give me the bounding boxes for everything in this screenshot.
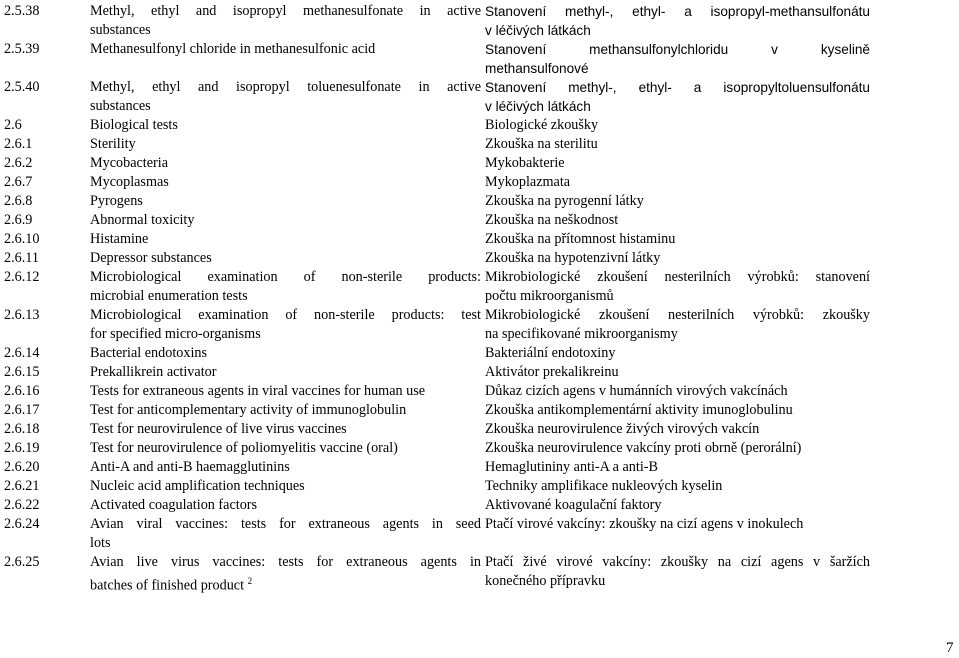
table-row	[2, 2, 872, 40]
czech-title-line: Mikrobiologické zkoušení nesterilních výrobků: stanovení	[485, 269, 870, 285]
czech-title	[483, 230, 872, 249]
table-row	[2, 420, 872, 439]
czech-title-line: v léčivých látkách	[485, 23, 591, 38]
english-title-line: Avian viral vaccines: tests for extraneous agents in seed	[90, 516, 481, 532]
english-title	[88, 477, 483, 496]
czech-title	[483, 458, 872, 477]
english-title-line: Bacterial endotoxins	[90, 345, 208, 361]
table-row	[2, 515, 872, 553]
english-title	[88, 211, 483, 230]
english-title-line: substances	[90, 98, 151, 114]
czech-title-line: Zkouška na neškodnost	[485, 212, 619, 228]
english-title	[88, 344, 483, 363]
english-title	[88, 268, 483, 306]
czech-title	[483, 268, 872, 306]
english-title	[88, 230, 483, 249]
czech-title	[483, 477, 872, 496]
english-title	[88, 382, 483, 401]
english-title	[88, 363, 483, 382]
czech-title	[483, 401, 872, 420]
english-title	[88, 401, 483, 420]
english-title-line: Test for neurovirulence of live virus vaccines	[90, 421, 347, 437]
czech-title-line: Zkouška antikomplementární aktivity imunoglobulinu	[485, 402, 793, 418]
english-title-line: Test for neurovirulence of poliomyelitis vaccine (oral)	[90, 440, 398, 456]
section-number: 2.5.38	[4, 3, 40, 19]
table-row	[2, 382, 872, 401]
czech-title	[483, 40, 872, 78]
english-title	[88, 553, 483, 596]
english-title-line: lots	[90, 535, 111, 551]
table-row	[2, 344, 872, 363]
czech-title	[483, 553, 872, 596]
english-title	[88, 420, 483, 439]
czech-title	[483, 211, 872, 230]
table-row	[2, 192, 872, 211]
czech-title-line: Mikrobiologické zkoušení nesterilních výrobků: zkoušky	[485, 307, 870, 323]
czech-title-line: Důkaz cizích agens v humánních virových vakcínách	[485, 383, 788, 399]
english-title	[88, 306, 483, 344]
english-title-line: for specified micro-organisms	[90, 326, 261, 342]
czech-title-line: počtu mikroorganismů	[485, 288, 614, 304]
table-row	[2, 439, 872, 458]
table-row	[2, 477, 872, 496]
czech-title	[483, 363, 872, 382]
english-title-line: Microbiological examination of non-sterile products: test	[90, 307, 481, 323]
section-number: 2.6.9	[4, 212, 33, 228]
english-title	[88, 2, 483, 40]
page-number: 7	[946, 640, 954, 656]
section-number: 2.6.2	[4, 155, 33, 171]
czech-title-line: Aktivované koagulační faktory	[485, 497, 662, 513]
english-title-line: Methyl, ethyl and isopropyl methanesulfonate in active	[90, 3, 481, 19]
table-row	[2, 268, 872, 306]
table-row	[2, 249, 872, 268]
section-number: 2.6.1	[4, 136, 33, 152]
english-title	[88, 116, 483, 135]
section-number: 2.6.10	[4, 231, 40, 247]
czech-title-line: na specifikované mikroorganismy	[485, 326, 678, 342]
english-title	[88, 249, 483, 268]
english-title-line: Histamine	[90, 231, 149, 247]
czech-title-line: Zkouška na sterilitu	[485, 136, 598, 152]
table-row	[2, 173, 872, 192]
english-title-line: substances	[90, 22, 151, 38]
english-title	[88, 40, 483, 78]
table-row	[2, 154, 872, 173]
czech-title-line: Biologické zkoušky	[485, 117, 599, 133]
table-row	[2, 230, 872, 249]
czech-title	[483, 249, 872, 268]
english-title-line: Microbiological examination of non-sterile products:	[90, 269, 481, 285]
czech-title	[483, 382, 872, 401]
czech-title-line: Aktivátor prekalikreinu	[485, 364, 619, 380]
english-title-line: Depressor substances	[90, 250, 212, 266]
czech-title	[483, 173, 872, 192]
english-title	[88, 496, 483, 515]
english-title	[88, 154, 483, 173]
section-number: 2.5.40	[4, 79, 40, 95]
table-row	[2, 78, 872, 116]
czech-title-line: Mykobakterie	[485, 155, 565, 171]
english-title-line: Anti-A and anti-B haemagglutinins	[90, 459, 290, 475]
table-row	[2, 211, 872, 230]
table-row	[2, 306, 872, 344]
english-title	[88, 192, 483, 211]
english-title-line: Test for anticomplementary activity of immunoglobulin	[90, 402, 407, 418]
section-number: 2.6.15	[4, 364, 40, 380]
table-row	[2, 553, 872, 596]
english-title	[88, 135, 483, 154]
english-title-line: Activated coagulation factors	[90, 497, 258, 513]
czech-title	[483, 496, 872, 515]
section-number: 2.6.7	[4, 174, 33, 190]
english-title-line: microbial enumeration tests	[90, 288, 248, 304]
czech-title-line: methansulfonové	[485, 61, 589, 76]
english-title	[88, 458, 483, 477]
translation-table	[2, 2, 872, 596]
czech-title	[483, 344, 872, 363]
english-title-line: Mycoplasmas	[90, 174, 169, 190]
czech-title-line: Zkouška neurovirulence živých virových vakcín	[485, 421, 760, 437]
english-title-line: Mycobacteria	[90, 155, 168, 171]
section-number: 2.6.18	[4, 421, 40, 437]
section-number: 2.6.20	[4, 459, 40, 475]
section-number: 2.6.12	[4, 269, 40, 285]
czech-title-line: Ptačí živé virové vakcíny: zkoušky na cizí agens v šaržích	[485, 554, 870, 570]
section-number: 2.6.25	[4, 554, 40, 570]
section-number: 2.6.17	[4, 402, 40, 418]
czech-title-line: Zkouška neurovirulence vakcíny proti obrně (perorální)	[485, 440, 802, 456]
czech-title	[483, 420, 872, 439]
english-title	[88, 515, 483, 553]
english-title-line: batches of finished product $^2$	[90, 576, 253, 594]
section-number: 2.6.24	[4, 516, 40, 532]
english-title	[88, 439, 483, 458]
section-number: 2.6.19	[4, 440, 40, 456]
section-number: 2.6.16	[4, 383, 40, 399]
czech-title-line: Zkouška na hypotenzivní látky	[485, 250, 661, 266]
section-number: 2.6.21	[4, 478, 40, 494]
czech-title	[483, 135, 872, 154]
table-row	[2, 363, 872, 382]
czech-title	[483, 116, 872, 135]
section-number: 2.6.13	[4, 307, 40, 323]
english-title-line: Prekallikrein activator	[90, 364, 217, 380]
czech-title-line: Stanovení methyl-, ethyl- a isopropyltoluensulfonátu	[485, 80, 870, 95]
section-number: 2.6.8	[4, 193, 33, 209]
czech-title	[483, 439, 872, 458]
table-row	[2, 401, 872, 420]
section-number: 2.6	[4, 117, 22, 133]
czech-title-line: Zkouška na pyrogenní látky	[485, 193, 644, 209]
english-title-line: Sterility	[90, 136, 136, 152]
czech-title	[483, 78, 872, 116]
czech-title-line: Zkouška na přítomnost histaminu	[485, 231, 676, 247]
czech-title-line: Stanovení methansulfonylchloridu v kyselině	[485, 42, 870, 57]
table-body	[2, 2, 872, 596]
english-title-line: Methanesulfonyl chloride in methanesulfonic acid	[90, 41, 376, 57]
czech-title-line: konečného přípravku	[485, 573, 606, 589]
table-row	[2, 458, 872, 477]
english-title	[88, 78, 483, 116]
table-row	[2, 135, 872, 154]
table-row	[2, 116, 872, 135]
table-row	[2, 496, 872, 515]
czech-title	[483, 2, 872, 40]
czech-title-line: Bakteriální endotoxiny	[485, 345, 616, 361]
czech-title	[483, 515, 872, 553]
english-title-line: Pyrogens	[90, 193, 143, 209]
english-title-line: Nucleic acid amplification techniques	[90, 478, 305, 494]
english-title-line: Avian live virus vaccines: tests for extraneous agents in	[90, 554, 481, 570]
english-title-line: Abnormal toxicity	[90, 212, 195, 228]
czech-title-line: Ptačí virové vakcíny: zkoušky na cizí agens v inokulech	[485, 516, 804, 532]
english-title	[88, 173, 483, 192]
section-number: 2.6.14	[4, 345, 40, 361]
czech-title-line: Stanovení methyl-, ethyl- a isopropyl-methansulfonátu	[485, 4, 870, 19]
czech-title-line: v léčivých látkách	[485, 99, 591, 114]
czech-title	[483, 306, 872, 344]
section-number: 2.6.11	[4, 250, 39, 266]
english-title-line: Tests for extraneous agents in viral vaccines for human use	[90, 383, 426, 399]
english-title-line: Biological tests	[90, 117, 178, 133]
footnote-marker: 2	[247, 576, 253, 586]
czech-title-line: Hemaglutininy anti-A a anti-B	[485, 459, 658, 475]
czech-title	[483, 154, 872, 173]
english-title-line: Methyl, ethyl and isopropyl toluenesulfonate in active	[90, 79, 481, 95]
czech-title-line: Techniky amplifikace nukleových kyselin	[485, 478, 723, 494]
table-row	[2, 40, 872, 78]
section-number: 2.5.39	[4, 41, 40, 57]
section-number: 2.6.22	[4, 497, 40, 513]
czech-title-line: Mykoplazmata	[485, 174, 571, 190]
czech-title	[483, 192, 872, 211]
